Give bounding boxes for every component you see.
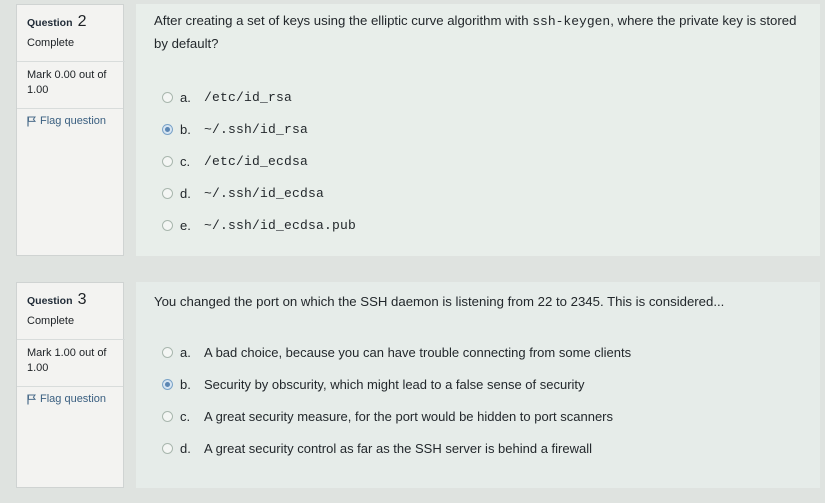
option-letter: a. [180,89,191,105]
flag-question-label: Flag question [40,393,107,405]
answer-option-d[interactable] [162,177,356,209]
question-number-value: 3 [77,291,87,308]
question-text-part: After creating a set of keys using the elliptic curve algorithm with [154,13,533,28]
flag-question-link[interactable] [17,108,123,127]
radio-button[interactable] [162,443,173,454]
question-content [136,282,820,488]
answer-option-d[interactable] [162,432,631,464]
radio-button[interactable] [162,411,173,422]
option-letter: d. [180,440,191,456]
question-3 [12,282,820,488]
option-text: /etc/id_rsa [204,89,293,105]
answer-option-b[interactable] [162,368,631,400]
question-content [136,4,820,256]
question-info [16,4,124,256]
option-text: A bad choice, because you can have trouble connecting from some clients [204,344,632,360]
radio-button[interactable] [162,188,173,199]
option-letter: b. [180,376,191,392]
option-letter: e. [180,217,191,233]
question-label: Question [27,17,73,29]
flag-question-label: Flag question [40,115,107,127]
option-text: Security by obscurity, which might lead to a false sense of security [204,376,585,392]
option-text: ~/.ssh/id_ecdsa [204,185,325,201]
answer-options [162,336,631,464]
flag-icon [27,116,36,127]
radio-button[interactable] [162,156,173,167]
question-grade: Mark 0.00 out of 1.00 [17,61,125,98]
question-state: Complete [27,37,75,49]
question-grade: Mark 1.00 out of 1.00 [17,339,125,376]
option-letter: c. [180,153,191,169]
option-text: A great security control as far as the SSH server is behind a firewall [204,440,593,456]
flag-icon [27,394,36,405]
question-number [27,291,123,309]
question-number [27,13,123,31]
radio-button-selected[interactable] [162,124,173,135]
answer-option-b[interactable] [162,113,356,145]
option-text: A great security measure, for the port would be hidden to port scanners [204,408,614,424]
option-letter: d. [180,185,191,201]
answer-options [162,81,356,241]
option-text: ~/.ssh/id_ecdsa.pub [204,217,357,233]
option-text: ~/.ssh/id_rsa [204,121,309,137]
question-text: You changed the port on which the SSH daemon is listening from 22 to 2345. This is considered... [154,294,725,309]
question-state: Complete [27,315,75,327]
radio-button-selected[interactable] [162,379,173,390]
radio-button[interactable] [162,92,173,103]
option-letter: a. [180,344,191,360]
answer-option-a[interactable] [162,336,631,368]
question-text-code: ssh-keygen [532,14,611,29]
answer-option-c[interactable] [162,145,356,177]
option-text: /etc/id_ecdsa [204,153,309,169]
question-number-value: 2 [77,13,87,30]
question-text [154,10,798,55]
radio-button[interactable] [162,347,173,358]
question-label: Question [27,295,73,307]
question-text-part: , where the private key is stored by default? [154,13,797,51]
question-2 [12,4,820,256]
answer-option-c[interactable] [162,400,631,432]
answer-option-a[interactable] [162,81,356,113]
question-info [16,282,124,488]
option-letter: b. [180,121,191,137]
option-letter: c. [180,408,191,424]
radio-button[interactable] [162,220,173,231]
answer-option-e[interactable] [162,209,356,241]
flag-question-link[interactable] [17,386,123,405]
